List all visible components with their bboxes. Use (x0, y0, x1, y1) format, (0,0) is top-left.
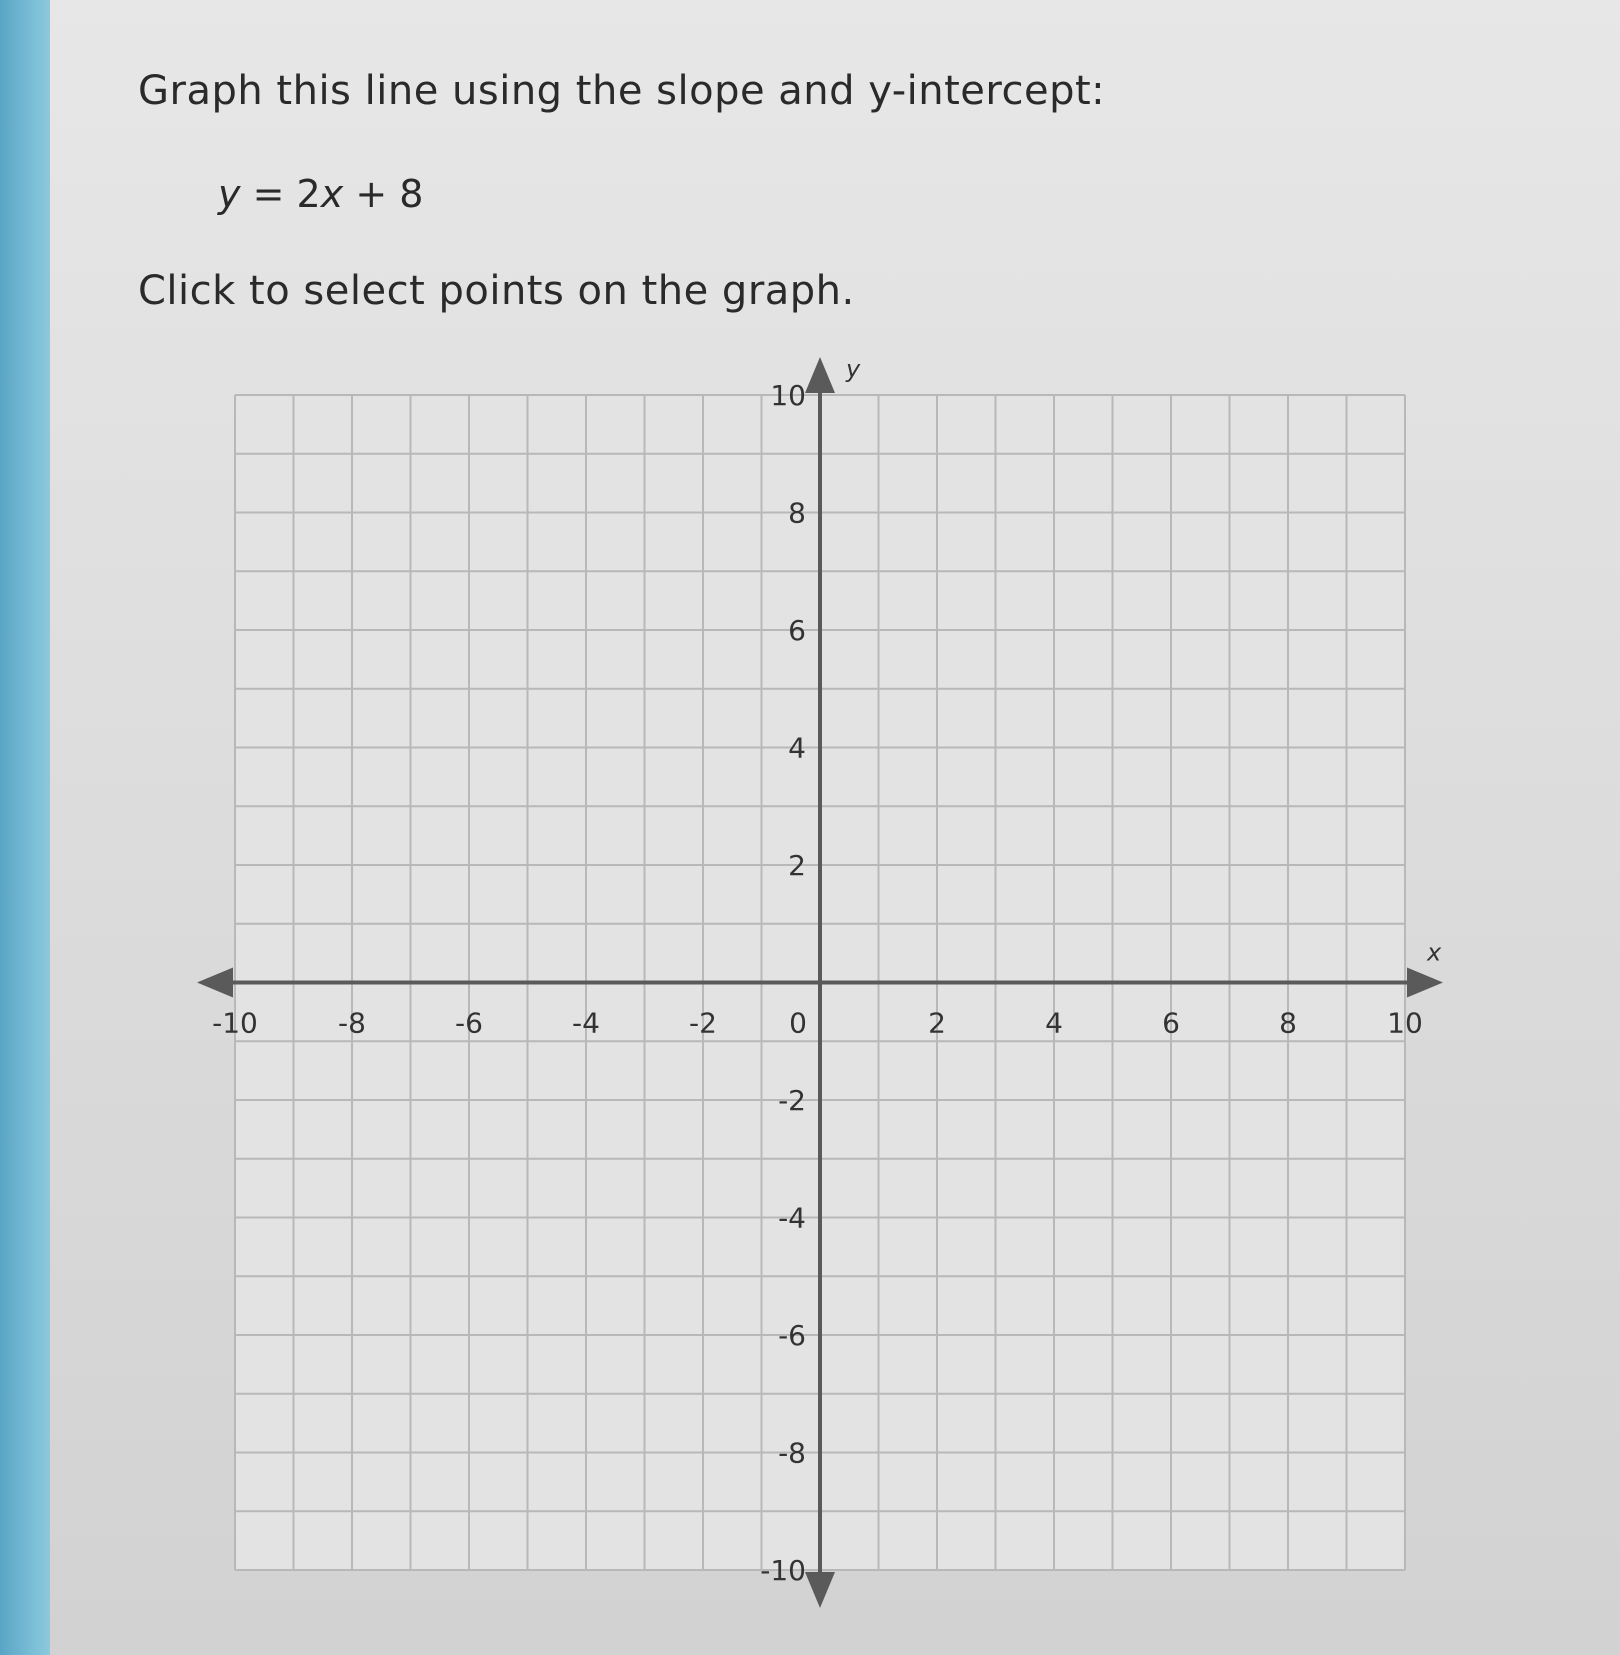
x-tick-label: -2 (689, 1006, 717, 1040)
y-tick-label: -10 (760, 1554, 806, 1587)
x-axis-right-arrow-icon (1407, 968, 1443, 998)
y-tick-label: -2 (778, 1084, 806, 1117)
y-tick-label: -8 (778, 1436, 806, 1470)
x-tick-label: -6 (455, 1006, 483, 1040)
y-tick-label: 4 (788, 731, 806, 765)
x-axis-left-arrow-icon (197, 968, 233, 998)
y-tick-label: 6 (788, 614, 806, 647)
equation-variable: x (320, 172, 344, 216)
y-tick-label: 2 (788, 849, 806, 882)
x-tick-label: 0 (789, 1006, 807, 1040)
equation-operator: + (355, 172, 388, 216)
y-tick-label: 8 (788, 496, 806, 530)
x-tick-label: 4 (1045, 1006, 1063, 1040)
y-tick-label: 10 (770, 379, 806, 412)
y-axis-up-arrow-icon (805, 357, 835, 393)
x-tick-label: 8 (1279, 1006, 1297, 1040)
equation-constant: 8 (399, 172, 424, 216)
x-tick-label: 10 (1387, 1006, 1423, 1040)
x-tick-label: -8 (338, 1006, 366, 1040)
x-tick-label: -10 (212, 1006, 258, 1040)
question-prompt: Graph this line using the slope and y-intercept: (138, 68, 1106, 114)
y-axis-label: y (846, 355, 861, 383)
x-axis-label: x (1427, 938, 1442, 967)
y-tick-label: -6 (778, 1319, 806, 1352)
equation-equals: = (252, 172, 285, 216)
y-tick-label: -4 (778, 1201, 806, 1235)
y-axis-down-arrow-icon (805, 1572, 835, 1608)
click-instruction: Click to select points on the graph. (138, 268, 855, 314)
equation-lhs: y (218, 172, 241, 216)
x-tick-label: -4 (572, 1006, 600, 1040)
x-tick-label: 2 (928, 1006, 946, 1040)
x-tick-label: 6 (1162, 1006, 1180, 1040)
equation-coefficient: 2 (296, 172, 321, 216)
